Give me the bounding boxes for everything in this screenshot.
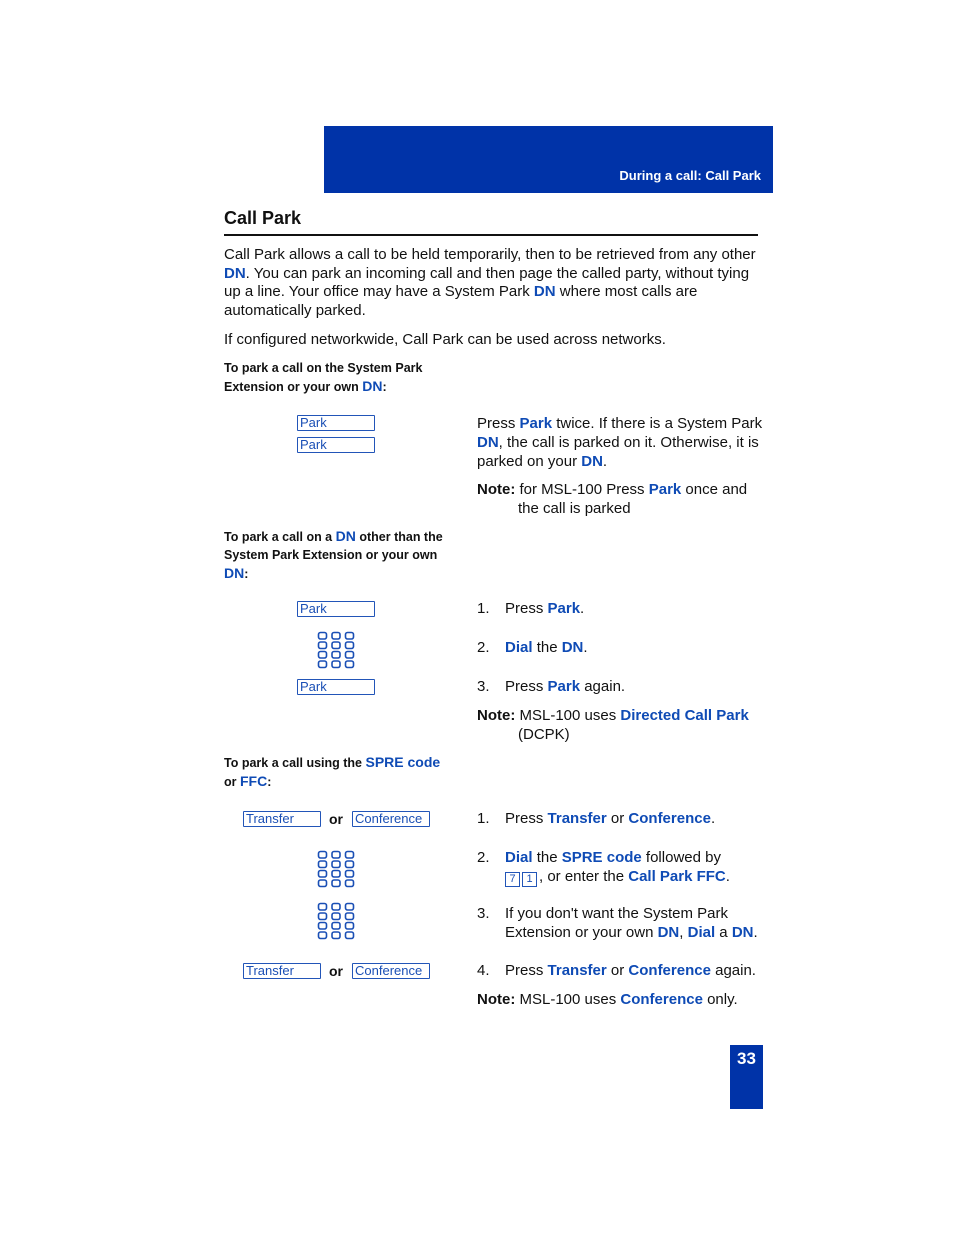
comma: , xyxy=(679,923,684,941)
step-text: again. xyxy=(715,962,756,979)
proc3-note xyxy=(477,990,767,1009)
note-label: Note: xyxy=(477,481,516,498)
dialpad-icon xyxy=(317,902,355,940)
ffc-term: FFC xyxy=(239,773,268,789)
heading-text: or xyxy=(224,775,237,789)
section-title: Call Park xyxy=(224,208,302,228)
step-text: Press xyxy=(505,600,544,617)
note-text: only. xyxy=(707,991,738,1008)
period: . xyxy=(710,810,716,827)
note-text: MSL-100 uses xyxy=(519,991,617,1008)
step-number: 4. xyxy=(477,962,490,979)
key-7-icon: 7 xyxy=(505,872,520,887)
proc1-note xyxy=(477,480,767,518)
step-text: Press xyxy=(505,678,544,695)
step-number: 2. xyxy=(477,849,490,866)
intro-text: automatically parked. xyxy=(224,301,366,319)
conference-softkey[interactable]: Conference xyxy=(352,963,430,979)
dn-term: DN xyxy=(224,565,245,581)
colon: : xyxy=(267,775,272,789)
proc2-note xyxy=(477,706,767,744)
intro-paragraph xyxy=(224,246,758,320)
call-park-ffc-term: Call Park FFC xyxy=(628,867,726,885)
park-term: Park xyxy=(648,481,682,498)
park-term: Park xyxy=(519,415,553,432)
note-text: for MSL-100 Press xyxy=(519,481,645,498)
or-label: or xyxy=(329,963,343,979)
note-text: MSL-100 uses xyxy=(519,707,617,724)
intro-text: where most calls are xyxy=(559,283,698,300)
instruction-text: , the call is parked on it. Otherwise, it is xyxy=(498,434,759,451)
title-rule xyxy=(224,234,758,236)
step-number: 3. xyxy=(477,905,490,922)
proc3-heading xyxy=(224,753,440,791)
note-text: (DCPK) xyxy=(518,726,570,743)
conference-term: Conference xyxy=(620,991,703,1008)
dn-term: DN xyxy=(362,378,383,394)
step-text: Press xyxy=(505,810,544,827)
conference-term: Conference xyxy=(628,962,711,979)
key-1-icon: 1 xyxy=(522,872,537,887)
proc3-step2 xyxy=(505,849,755,887)
header-title: During a call: Call Park xyxy=(619,168,761,183)
transfer-softkey[interactable]: Transfer xyxy=(243,963,321,979)
step-text: the xyxy=(536,639,558,656)
proc2-step1 xyxy=(505,600,584,619)
dn-term: DN xyxy=(561,639,584,656)
dialpad-icon xyxy=(317,850,355,888)
period: . xyxy=(753,923,758,941)
dial-term: Dial xyxy=(505,849,533,866)
dial-term: Dial xyxy=(687,923,716,941)
proc2-step2 xyxy=(505,639,588,658)
park-term: Park xyxy=(547,678,581,695)
period: . xyxy=(583,639,588,656)
park-softkey[interactable]: Park xyxy=(297,601,375,617)
instruction-text: twice. If there is a System Park xyxy=(556,415,763,432)
dn-term: DN xyxy=(731,923,754,941)
networkwide-paragraph: If configured networkwide, Call Park can be used across networks. xyxy=(224,331,666,348)
step-number: 2. xyxy=(477,639,490,656)
spre-code-term: SPRE code xyxy=(365,754,441,770)
heading-text: To park a call on a xyxy=(224,530,333,544)
period: . xyxy=(602,453,608,470)
heading-text: To park a call using the xyxy=(224,756,362,770)
transfer-term: Transfer xyxy=(547,962,607,979)
proc3-step3 xyxy=(505,905,765,942)
step-text: Extension or your own xyxy=(505,923,654,941)
dn-term: DN xyxy=(533,283,556,300)
note-label: Note: xyxy=(477,991,516,1008)
park-term: Park xyxy=(547,600,581,617)
instruction-text: parked on your xyxy=(477,453,578,470)
step-number: 1. xyxy=(477,810,490,827)
proc1-heading xyxy=(224,359,422,396)
proc3-step1 xyxy=(505,810,715,829)
dialpad-icon xyxy=(317,631,355,669)
proc2-step3 xyxy=(505,678,625,697)
intro-text: up a line. Your office may have a System Park xyxy=(224,283,530,300)
dial-term: Dial xyxy=(505,639,533,656)
page-number-tab xyxy=(730,1045,763,1109)
intro-text: . You can park an incoming call and then page the called party, without tying xyxy=(245,264,750,282)
step-text: followed by xyxy=(645,849,721,866)
step-text: If you don't want the System Park xyxy=(505,905,728,922)
or-label: or xyxy=(329,811,343,827)
instruction-text: Press xyxy=(477,415,516,432)
dn-term: DN xyxy=(657,923,680,941)
step-text: or xyxy=(610,810,625,827)
park-softkey[interactable]: Park xyxy=(297,437,375,453)
dn-term: DN xyxy=(335,528,356,544)
heading-text: System Park Extension or your own xyxy=(224,548,438,562)
period: . xyxy=(580,600,585,617)
step-text: a xyxy=(719,923,728,941)
colon: : xyxy=(382,380,387,394)
conference-term: Conference xyxy=(628,810,711,827)
period: . xyxy=(725,867,730,885)
note-text: once and xyxy=(685,481,748,498)
step-text: , or enter the xyxy=(539,867,625,885)
proc1-instruction xyxy=(477,414,767,471)
step-text: or xyxy=(610,962,625,979)
park-softkey[interactable]: Park xyxy=(297,415,375,431)
park-softkey[interactable]: Park xyxy=(297,679,375,695)
heading-text: To park a call on the System Park xyxy=(224,361,423,375)
intro-text: Call Park allows a call to be held temporarily, then to be retrieved from any other xyxy=(224,246,756,263)
page-number: 33 xyxy=(737,1049,756,1068)
transfer-term: Transfer xyxy=(547,810,607,827)
transfer-softkey[interactable]: Transfer xyxy=(243,811,321,827)
note-text: the call is parked xyxy=(518,500,631,517)
step-text: again. xyxy=(584,678,626,695)
directed-call-park-term: Directed Call Park xyxy=(620,707,749,724)
proc3-step4 xyxy=(505,962,756,981)
proc2-heading xyxy=(224,527,443,583)
conference-softkey[interactable]: Conference xyxy=(352,811,430,827)
step-text: Press xyxy=(505,962,544,979)
heading-text: other than the xyxy=(359,530,443,544)
colon: : xyxy=(244,567,249,581)
dn-term: DN xyxy=(581,453,603,470)
step-text: the xyxy=(536,849,558,866)
note-label: Note: xyxy=(477,707,516,724)
heading-text: Extension or your own xyxy=(224,380,359,394)
step-number: 1. xyxy=(477,600,490,617)
spre-code-term: SPRE code xyxy=(561,849,642,866)
dn-term: DN xyxy=(224,264,246,282)
step-number: 3. xyxy=(477,678,490,695)
header-band xyxy=(324,126,773,193)
dn-term: DN xyxy=(477,434,499,451)
